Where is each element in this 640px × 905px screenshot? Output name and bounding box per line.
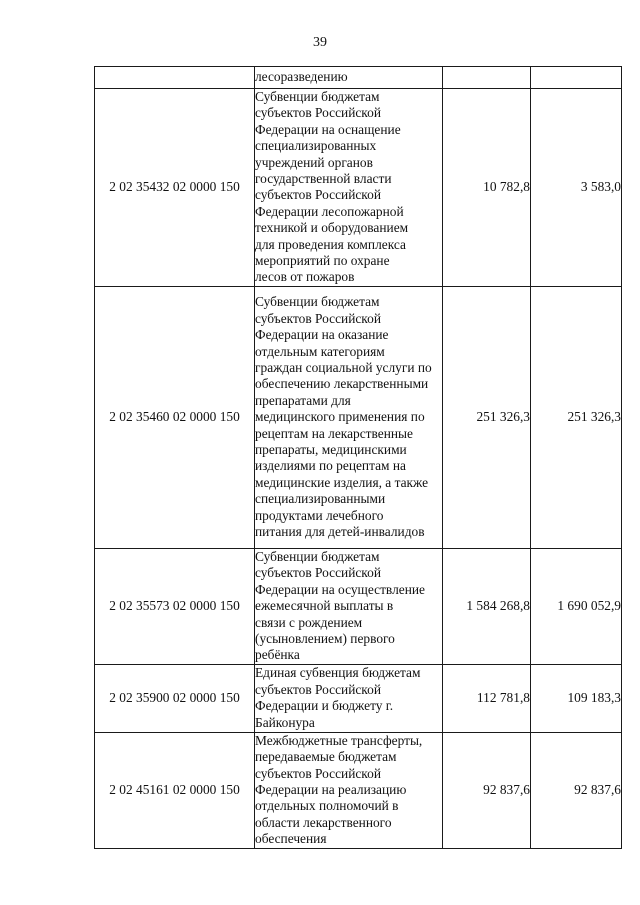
amount-cell-first: 10 782,8	[443, 89, 531, 287]
description-cell	[255, 664, 443, 732]
table-row	[95, 67, 622, 89]
table-row	[95, 548, 622, 664]
description-cell	[255, 732, 443, 848]
description-text: Субвенции бюджетам субъектов Российской Федерации на оснащение специализированных учреждений органов государственной власти субъектов Российской Федерации лесопожарной техникой и оборудованием для проведения комплекса мероприятий по охране лесов от пожаров	[255, 89, 409, 285]
budget-revenue-table	[94, 66, 622, 849]
budget-code-cell: 2 02 35460 02 0000 150	[95, 286, 255, 548]
amount-cell-first: 112 781,8	[443, 664, 531, 732]
budget-code-cell: 2 02 35432 02 0000 150	[95, 89, 255, 287]
amount-cell-second: 251 326,3	[531, 286, 622, 548]
description-cell	[255, 286, 443, 548]
amount-cell-second	[531, 67, 622, 89]
table-row	[95, 89, 622, 287]
amount-cell-first: 1 584 268,8	[443, 548, 531, 664]
description-text: Субвенции бюджетам субъектов Российской Федерации на осуществление ежемесячной выплаты в связи с рождением (усыновлением) первого ребёнка	[255, 548, 425, 663]
budget-code-cell: 2 02 35573 02 0000 150	[95, 548, 255, 664]
page-number: 39	[313, 35, 327, 50]
description-text: лесоразведению	[255, 69, 348, 85]
description-cell	[255, 67, 443, 89]
budget-code-cell	[95, 67, 255, 89]
table-row	[95, 286, 622, 548]
table-row	[95, 732, 622, 848]
amount-cell-second: 3 583,0	[531, 89, 622, 287]
description-cell	[255, 548, 443, 664]
table-row	[95, 664, 622, 732]
amount-cell-second: 1 690 052,9	[531, 548, 622, 664]
amount-cell-second: 109 183,3	[531, 664, 622, 732]
budget-code-cell: 2 02 35900 02 0000 150	[95, 664, 255, 732]
budget-code-cell: 2 02 45161 02 0000 150	[95, 732, 255, 848]
description-text: Субвенции бюджетам субъектов Российской Федерации на оказание отдельным категориям граждан социальной услуги по обеспечению лекарственными препаратами для медицинского применения по рецептам на лекарственные препараты, медицинскими изделиями по рецептам на медицинские изделия, а также специализированными продуктами лечебного питания для детей-инвалидов	[255, 294, 432, 540]
description-cell	[255, 89, 443, 287]
amount-cell-first: 251 326,3	[443, 286, 531, 548]
description-text: Межбюджетные трансферты, передаваемые бюджетам субъектов Российской Федерации на реализацию отдельных полномочий в области лекарственного обеспечения	[255, 732, 423, 847]
amount-cell-first: 92 837,6	[443, 732, 531, 848]
description-text: Единая субвенция бюджетам субъектов Российской Федерации и бюджету г. Байконура	[255, 665, 421, 730]
amount-cell-first	[443, 67, 531, 89]
amount-cell-second: 92 837,6	[531, 732, 622, 848]
